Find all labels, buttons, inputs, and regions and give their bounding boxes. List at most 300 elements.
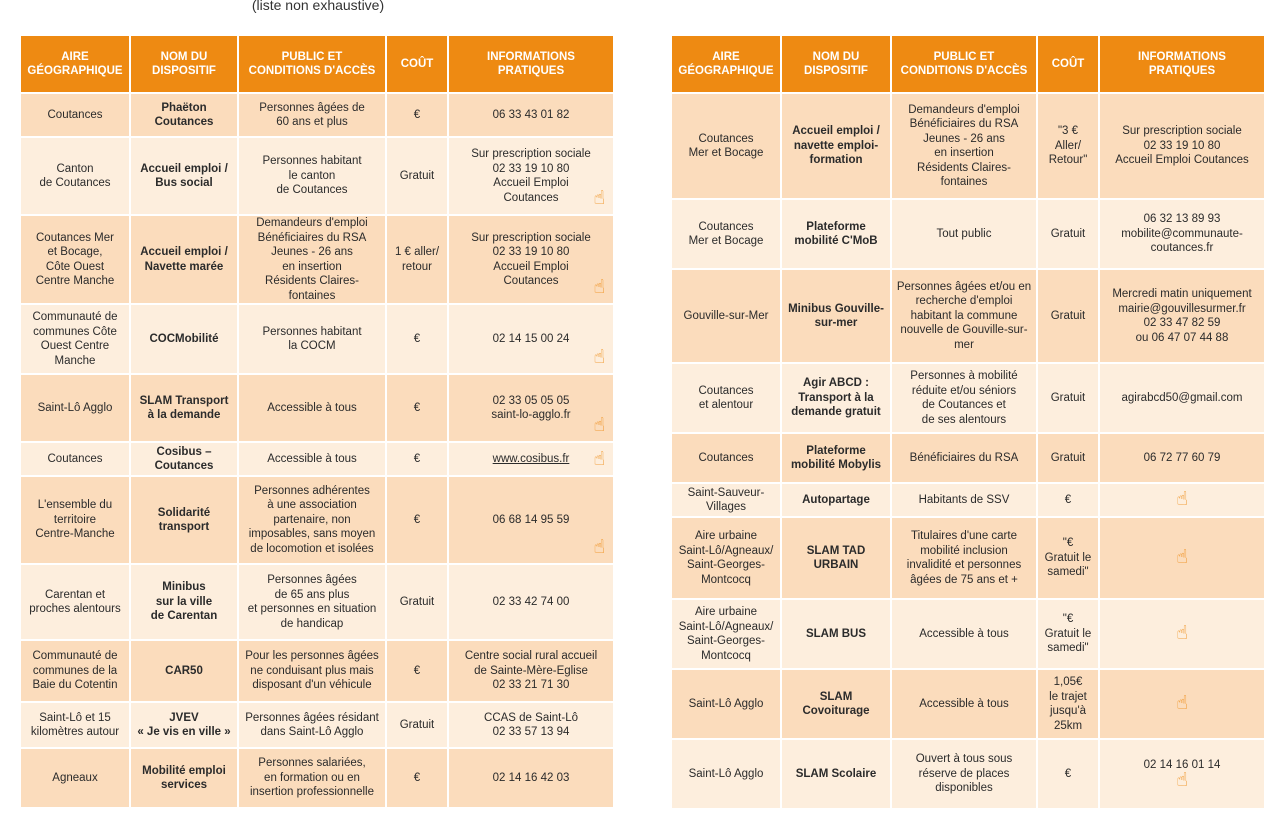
table-row (671, 483, 1265, 517)
header-geographic-area (20, 35, 130, 93)
cell-line: Saint-Lô/Agneaux/ (678, 544, 774, 557)
pointing-hand-icon[interactable]: ☝ (593, 188, 605, 209)
cell-line: Personnes âgées (267, 574, 357, 586)
header-line: INFORMATIONS (1138, 51, 1226, 63)
cost-cell (386, 476, 448, 564)
cell-line: 06 32 13 89 93 (1143, 213, 1221, 226)
cell-line: de Carentan (150, 610, 218, 623)
cell-line: ne conduisant plus mais (250, 664, 374, 677)
service-name-cell (130, 374, 238, 442)
cell-line: € (413, 513, 421, 526)
cell-line: mer (954, 338, 974, 351)
cell-line: Saint-Lô Agglo (688, 767, 764, 780)
cell-line: Bénéficiaires du RSA (909, 451, 1019, 464)
service-name-cell (781, 199, 891, 269)
cell-line: disposant d'un véhicule (252, 679, 372, 692)
table-row (671, 669, 1265, 739)
header-line: INFORMATIONS (487, 51, 575, 63)
practical-info-cell (448, 304, 614, 374)
cell-line: 60 ans et plus (276, 116, 348, 128)
cell-line: de Coutances (39, 177, 111, 189)
cell-line: Demandeurs d'emploi (256, 217, 368, 229)
cell-line: Mercredi matin uniquement (1112, 288, 1252, 300)
cost-cell (386, 374, 448, 442)
cell-line: Retour" (1048, 154, 1088, 167)
cell-line: Gratuit (1050, 391, 1086, 404)
cell-line: € (413, 771, 421, 784)
service-name-cell (781, 669, 891, 739)
cell-line: Baie du Cotentin (32, 679, 118, 692)
cell-line: en insertion (282, 260, 342, 273)
geographic-area-cell (671, 483, 781, 517)
cost-cell (1037, 517, 1099, 599)
geographic-area-cell (671, 363, 781, 433)
cell-line: 02 33 19 10 80 (492, 246, 570, 258)
cell-line: navette emploi- (793, 139, 879, 152)
cell-line: Gratuit (399, 718, 435, 731)
cell-line: Pour les personnes âgées (245, 650, 379, 663)
cell-line: Aire urbaine (694, 530, 757, 542)
cell-line: territoire (53, 513, 97, 526)
cell-line: Villages (705, 501, 747, 513)
cost-cell (386, 640, 448, 702)
cell-line: de Coutances et (922, 399, 1006, 411)
service-name-cell (781, 517, 891, 599)
cost-cell (386, 702, 448, 748)
cell-line: Personnes âgées résidant (245, 711, 379, 724)
pointing-hand-icon[interactable]: ☝ (1176, 489, 1188, 510)
cell-line: « Je vis en ville » (137, 726, 231, 738)
cell-line: saint-lo-agglo.fr (491, 409, 571, 421)
cell-line: "3 € (1057, 125, 1079, 138)
cell-line: SLAM Scolaire (795, 767, 877, 780)
cell-line: Personnes salariées, (258, 757, 366, 770)
cell-line: partenaire, non (273, 513, 351, 526)
cell-line: CAR50 (165, 664, 203, 677)
header-line: CONDITIONS D'ACCÈS (248, 65, 376, 77)
table-header-row (20, 35, 614, 93)
cell-line: Agir ABCD : (802, 377, 869, 390)
service-name-cell (781, 363, 891, 433)
cell-line: et personnes en situation (247, 603, 377, 615)
service-name-cell (130, 748, 238, 808)
website-link[interactable]: www.cosibus.fr (492, 452, 570, 465)
cell-line: kilomètres autour (30, 726, 120, 738)
cell-line: Gratuit (1050, 227, 1086, 240)
cell-line: Accessible à tous (267, 452, 357, 465)
cell-line: à une association (267, 499, 357, 512)
cell-line: Plateforme (806, 220, 866, 233)
practical-info-cell (1099, 599, 1265, 669)
cell-line: 02 33 21 71 30 (492, 679, 570, 692)
cell-line: la COCM (288, 340, 336, 352)
cell-line: Phaëton (161, 101, 207, 114)
cell-line: Plateforme (806, 444, 866, 457)
table-row (20, 215, 614, 304)
cell-line: Jeunes - 26 ans (271, 246, 353, 258)
table-row (671, 199, 1265, 269)
cell-line: Bénéficiaires du RSA (257, 231, 367, 244)
cell-line: Minibus Gouville- (788, 302, 884, 315)
practical-info-cell (1099, 433, 1265, 483)
geographic-area-cell (20, 702, 130, 748)
cell-line: Coutances (698, 384, 754, 397)
cell-line: Coutances (698, 220, 754, 233)
cell-line: Saint-Lô Agglo (37, 401, 113, 414)
practical-info-cell (448, 640, 614, 702)
cell-line: Navette marée (144, 260, 224, 273)
cell-line: communes Côte (33, 325, 117, 338)
cell-line: de Coutances (276, 184, 348, 197)
geographic-area-cell (20, 442, 130, 476)
practical-info-cell (448, 374, 614, 442)
cost-cell (386, 748, 448, 808)
header-line: GÉOGRAPHIQUE (678, 65, 774, 77)
header-practical-info (1099, 35, 1265, 93)
pointing-hand-icon[interactable]: ☝ (1176, 770, 1188, 792)
cell-line: Saint-Lô/Agneaux/ (678, 620, 774, 633)
header-line: PRATIQUES (1148, 65, 1216, 77)
header-line: PUBLIC ET (933, 51, 995, 63)
table-row (20, 564, 614, 640)
table-header-row (671, 35, 1265, 93)
table-row (671, 433, 1265, 483)
header-cost (1037, 35, 1099, 93)
cell-line: Transport à la (798, 391, 874, 404)
cell-line: Cosibus – (156, 445, 212, 458)
cell-line: mobilité C'MoB (794, 235, 878, 247)
cell-line: Gratuit (399, 169, 435, 182)
cell-line: Gratuit (1050, 451, 1086, 464)
cell-line: 06 68 14 95 59 (492, 513, 570, 526)
service-name-cell (781, 483, 891, 517)
table-row (20, 748, 614, 808)
pointing-hand-icon[interactable]: ☝ (1176, 693, 1188, 714)
cell-line: "€ (1062, 613, 1074, 626)
table-row (671, 269, 1265, 363)
table-row (671, 363, 1265, 433)
cell-line: Mer et Bocage (688, 235, 764, 247)
header-line: PUBLIC ET (281, 51, 343, 63)
cell-line: Accessible à tous (919, 697, 1009, 710)
public-access-cell (891, 739, 1037, 809)
cell-line: L'ensemble du (37, 499, 113, 512)
cell-line: Autopartage (802, 493, 870, 506)
service-name-cell (130, 215, 238, 304)
cell-line: 02 33 42 74 00 (492, 595, 570, 608)
cell-line: Demandeurs d'emploi (908, 103, 1020, 116)
geographic-area-cell (20, 640, 130, 702)
pointing-hand-icon[interactable]: ☝ (593, 449, 605, 470)
geographic-area-cell (20, 476, 130, 564)
cost-cell (1037, 483, 1099, 517)
practical-info-cell (448, 564, 614, 640)
table-row (20, 640, 614, 702)
public-access-cell (891, 199, 1037, 269)
geographic-area-cell (20, 374, 130, 442)
mobility-table-left (19, 34, 615, 809)
cell-line: services (160, 779, 208, 791)
cell-line: URBAIN (813, 559, 859, 571)
cell-line: Aire urbaine (694, 606, 757, 618)
public-access-cell (238, 304, 386, 374)
cell-line: Résidents Claires-fontaines (265, 275, 359, 302)
pointing-hand-icon[interactable]: ☝ (1176, 547, 1188, 568)
cell-line: € (1064, 767, 1072, 780)
cell-line: formation (809, 154, 863, 167)
cell-line: 25km (1053, 719, 1083, 732)
public-access-cell (891, 517, 1037, 599)
public-access-cell (891, 93, 1037, 199)
header-line: AIRE (61, 51, 89, 63)
cell-line: € (413, 401, 421, 414)
cell-line: € (413, 452, 421, 465)
practical-info-cell (448, 748, 614, 808)
geographic-area-cell (671, 269, 781, 363)
cell-line: agirabcd50@gmail.com (1121, 391, 1243, 404)
cell-line: SLAM Covoiturage (802, 690, 870, 717)
geographic-area-cell (671, 93, 781, 199)
cell-line: Personnes adhérentes (254, 484, 370, 497)
cell-line: 02 33 19 10 80 (1143, 139, 1221, 152)
cell-line: 02 33 19 10 80 (492, 162, 570, 175)
cell-line: jusqu'à (1049, 705, 1087, 717)
cell-line: Personnes à mobilité (910, 370, 1018, 382)
pointing-hand-icon[interactable]: ☝ (593, 415, 605, 436)
header-line: NOM DU (812, 51, 860, 63)
practical-info-cell (1099, 199, 1265, 269)
table-caption: (liste non exhaustive) (251, 0, 385, 13)
cell-line: Sur prescription sociale (471, 148, 591, 160)
cell-line: Côte Ouest (45, 260, 105, 273)
cell-line: réserve de places (918, 767, 1010, 780)
cell-line: SLAM BUS (805, 627, 867, 640)
practical-info-cell (448, 476, 614, 564)
cell-line: Jeunes - 26 ans (923, 132, 1005, 145)
cell-line: en formation ou en (264, 771, 360, 784)
cell-line: Bus social (155, 177, 213, 189)
public-access-cell (238, 748, 386, 808)
cell-line: samedi" (1047, 642, 1089, 655)
cell-line: Minibus (162, 581, 206, 594)
header-geographic-area (671, 35, 781, 93)
public-access-cell (238, 374, 386, 442)
public-access-cell (238, 702, 386, 748)
geographic-area-cell (671, 433, 781, 483)
cell-line: 02 14 16 42 03 (492, 771, 570, 784)
cell-line: Canton (56, 162, 94, 175)
header-line: NOM DU (160, 51, 208, 63)
geographic-area-cell (671, 599, 781, 669)
cell-line: Coutances (503, 191, 559, 204)
cell-line: coutances.fr (1150, 242, 1214, 255)
service-name-cell (130, 137, 238, 215)
cell-line: € (413, 108, 421, 121)
service-name-cell (130, 702, 238, 748)
cell-line: Accueil emploi / (792, 125, 880, 138)
practical-info-cell (448, 215, 614, 304)
cell-line: Personnes âgées et/ou en (896, 280, 1032, 293)
geographic-area-cell (20, 304, 130, 374)
cell-line: âgées de 75 ans et + (910, 573, 1018, 586)
cell-line: Communauté de (32, 650, 118, 663)
cell-line: Montcocq (701, 649, 751, 662)
cell-line: ou 06 47 07 44 88 (1135, 331, 1229, 344)
practical-info-cell (1099, 93, 1265, 199)
practical-info-cell (448, 93, 614, 137)
cell-line: Saint-Lô Agglo (688, 697, 764, 710)
cost-cell (1037, 93, 1099, 199)
cell-line: Agneaux (52, 771, 98, 784)
cell-line: habitant la commune (910, 309, 1018, 322)
pointing-hand-icon[interactable]: ☝ (1176, 623, 1188, 644)
cell-line: Centre Manche (35, 275, 115, 287)
cost-cell (386, 442, 448, 476)
cell-line: Accessible à tous (267, 401, 357, 414)
cell-line: Accueil emploi / (140, 162, 228, 175)
cell-line: nouvelle de Gouville-sur- (900, 324, 1028, 337)
table-row (671, 93, 1265, 199)
practical-info-cell (1099, 669, 1265, 739)
cell-line: et alentour (698, 399, 754, 411)
cell-line: Coutances Mer (36, 231, 114, 244)
public-access-cell (238, 93, 386, 137)
cell-line: insertion professionnelle (249, 786, 375, 799)
pointing-hand-icon[interactable]: ☝ (593, 537, 605, 558)
service-name-cell (130, 640, 238, 702)
mobility-table-right (670, 34, 1266, 810)
cell-line: 02 33 57 13 94 (492, 726, 570, 738)
cell-line: mobilité inclusion (920, 544, 1008, 557)
cell-line: Coutances (503, 275, 559, 287)
cell-line: Mer et Bocage (688, 147, 764, 159)
service-name-cell (781, 599, 891, 669)
geographic-area-cell (671, 739, 781, 809)
cell-line: Gratuit le (1044, 551, 1092, 564)
cell-line: sur-mer (814, 317, 858, 329)
service-name-cell (781, 739, 891, 809)
practical-info-cell (1099, 483, 1265, 517)
cell-line: Sur prescription sociale (1122, 125, 1242, 138)
cell-line: de ses alentours (921, 413, 1007, 426)
cost-cell (386, 137, 448, 215)
cell-line: Carentan et (44, 588, 106, 601)
cell-line: Gouville-sur-Mer (683, 309, 769, 322)
cell-line: Bénéficiaires du RSA (909, 118, 1019, 130)
cell-line: mobilité Mobylis (790, 459, 882, 471)
cell-line: 02 14 15 00 24 (492, 332, 570, 345)
header-cost (386, 35, 448, 93)
cost-cell (1037, 739, 1099, 809)
geographic-area-cell (20, 564, 130, 640)
geographic-area-cell (671, 199, 781, 269)
service-name-cell (130, 442, 238, 476)
cell-line: réduite et/ou séniors (911, 384, 1017, 397)
cell-line: Accueil Emploi (493, 177, 569, 189)
cell-line: Coutances (698, 132, 754, 145)
cell-line: Accueil Emploi Coutances (1115, 154, 1249, 167)
practical-info-cell (1099, 517, 1265, 599)
cell-line: Coutances (698, 451, 754, 464)
cell-line: Habitants de SSV (918, 493, 1010, 506)
cell-line: COCMobilité (149, 332, 219, 345)
cell-line: € (413, 664, 421, 677)
cell-line: de Sainte-Mère-Eglise (474, 664, 588, 677)
cell-line: € (1064, 493, 1072, 506)
public-access-cell (891, 269, 1037, 363)
cell-line: Ouvert à tous sous (915, 753, 1013, 766)
cell-line: Accueil emploi / (140, 246, 228, 258)
cell-line: Saint-Lô et 15 (39, 711, 111, 724)
cell-line: Coutances (47, 108, 103, 121)
cell-line: JVEV (169, 711, 199, 724)
cell-line: samedi" (1047, 566, 1089, 579)
public-access-cell (238, 442, 386, 476)
pointing-hand-icon[interactable]: ☝ (593, 347, 605, 368)
public-access-cell (891, 669, 1037, 739)
cell-line: 02 33 05 05 05 (492, 394, 570, 407)
cell-line: Saint-Sauveur- (687, 486, 765, 499)
public-access-cell (238, 215, 386, 304)
cost-cell (1037, 433, 1099, 483)
geographic-area-cell (20, 748, 130, 808)
cell-line: 02 33 47 82 59 (1143, 317, 1221, 329)
practical-info-cell (448, 442, 614, 476)
public-access-cell (238, 476, 386, 564)
cost-cell (1037, 669, 1099, 739)
cell-line: 06 72 77 60 79 (1143, 451, 1221, 464)
cell-line: Saint-Georges- (687, 559, 765, 571)
cell-line: Résidents Claires-fontaines (917, 161, 1011, 188)
cell-line: 1 € aller/ (394, 246, 440, 258)
service-name-cell (130, 476, 238, 564)
cost-cell (1037, 199, 1099, 269)
cell-line: proches alentours (29, 603, 121, 615)
cell-line: SLAM TAD (806, 544, 866, 557)
cell-line: imposables, sans moyen (248, 528, 376, 541)
pointing-hand-icon[interactable]: ☝ (593, 277, 605, 298)
header-public-access (238, 35, 386, 93)
cell-line: 06 33 43 01 82 (492, 108, 570, 121)
cell-line: Mobilité emploi (142, 764, 226, 777)
cell-line: de handicap (280, 617, 344, 630)
header-line: COÛT (400, 58, 434, 70)
service-name-cell (130, 304, 238, 374)
service-name-cell (781, 93, 891, 199)
table-row (20, 476, 614, 564)
cell-line: communes de la (32, 664, 118, 677)
cell-line: mairie@gouvillesurmer.fr (1118, 302, 1246, 315)
table-row (20, 304, 614, 374)
cell-line: Sur prescription sociale (471, 231, 591, 244)
practical-info-cell (1099, 269, 1265, 363)
header-line: DISPOSITIF (804, 65, 868, 77)
cell-line: Coutances (154, 116, 214, 128)
cell-line: Gratuit le (1044, 627, 1092, 640)
table-row (20, 137, 614, 215)
cell-line: en insertion (934, 147, 994, 159)
cell-line: le trajet (1049, 690, 1087, 703)
service-name-cell (130, 93, 238, 137)
header-public-access (891, 35, 1037, 93)
table-row (20, 93, 614, 137)
cell-line: Personnes habitant (262, 325, 362, 338)
public-access-cell (238, 137, 386, 215)
cost-cell (386, 93, 448, 137)
cell-line: 02 14 16 01 14 (1143, 758, 1221, 771)
header-line: DISPOSITIF (152, 65, 216, 77)
cell-line: à la demande (147, 409, 221, 421)
